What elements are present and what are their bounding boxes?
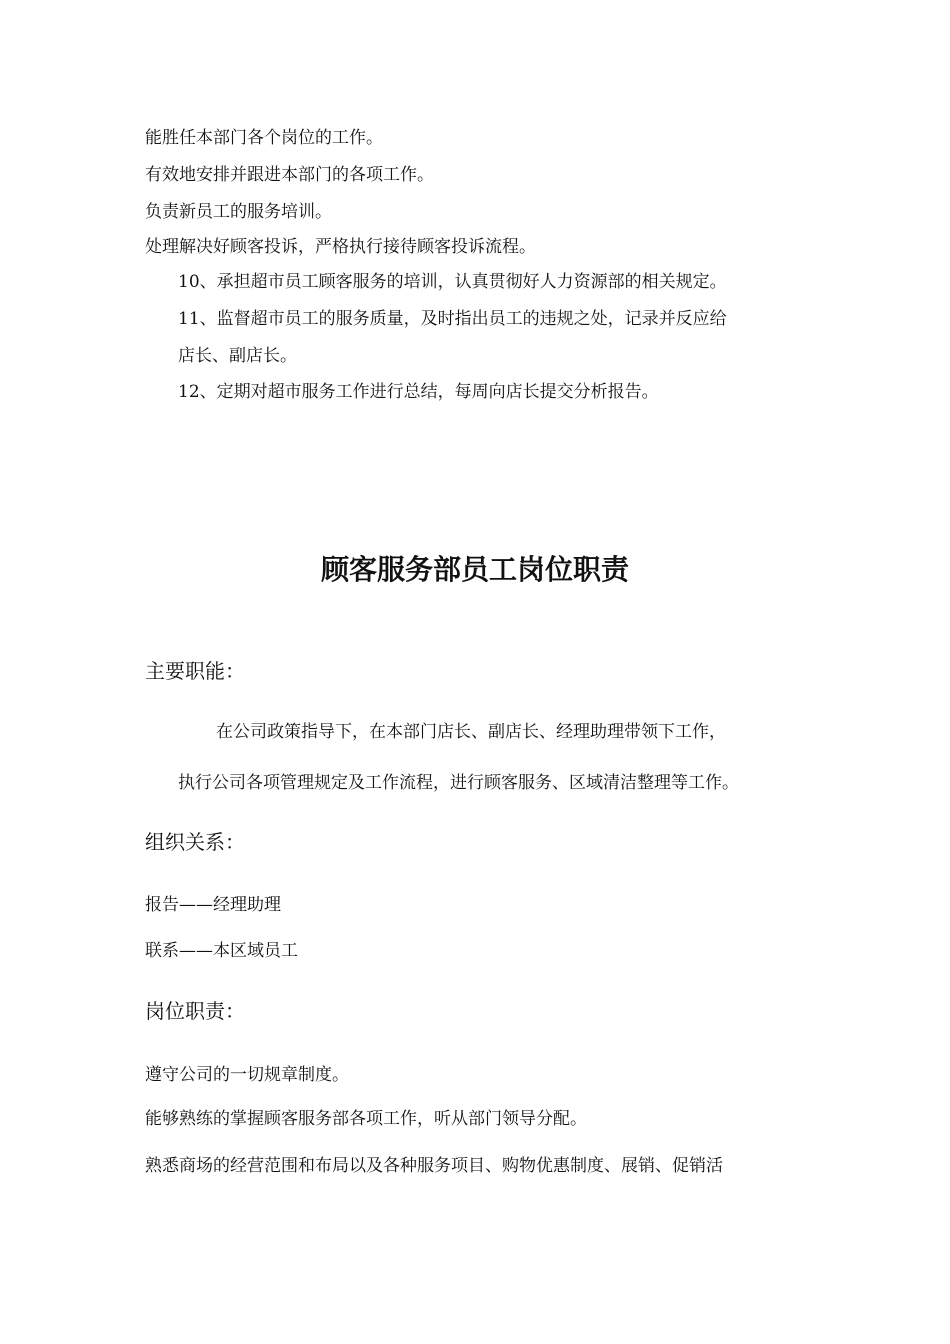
document-title: 顾客服务部员工岗位职责 <box>320 553 629 586</box>
paragraph-line: 在公司政策指导下，在本部门店长、副店长、经理助理带领下工作， <box>216 722 726 742</box>
paragraph-line: 联系——本区域员工 <box>145 941 298 961</box>
paragraph-line: 执行公司各项管理规定及工作流程，进行顾客服务、区域清洁整理等工作。 <box>178 773 739 793</box>
section-heading-main-function: 主要职能： <box>145 659 245 683</box>
paragraph-line: 能胜任本部门各个岗位的工作。 <box>145 128 383 148</box>
paragraph-line: 处理解决好顾客投诉，严格执行接待顾客投诉流程。 <box>145 237 536 257</box>
numbered-item: 11、监督超市员工的服务质量，及时指出员工的违规之处，记录并反应给 <box>178 309 727 329</box>
paragraph-line: 遵守公司的一切规章制度。 <box>145 1065 349 1085</box>
paragraph-line: 熟悉商场的经营范围和布局以及各种服务项目、购物优惠制度、展销、促销活 <box>145 1156 723 1176</box>
paragraph-line: 有效地安排并跟进本部门的各项工作。 <box>145 165 434 185</box>
numbered-item: 10、承担超市员工顾客服务的培训，认真贯彻好人力资源部的相关规定。 <box>178 272 727 292</box>
section-heading-duties: 岗位职责： <box>145 999 245 1023</box>
numbered-item: 12、定期对超市服务工作进行总结，每周向店长提交分析报告。 <box>178 382 659 402</box>
numbered-item-continuation: 店长、副店长。 <box>178 346 297 366</box>
section-heading-organization: 组织关系： <box>145 830 245 854</box>
paragraph-line: 报告——经理助理 <box>145 895 281 915</box>
paragraph-line: 负责新员工的服务培训。 <box>145 202 332 222</box>
paragraph-line: 能够熟练的掌握顾客服务部各项工作，听从部门领导分配。 <box>145 1109 587 1129</box>
